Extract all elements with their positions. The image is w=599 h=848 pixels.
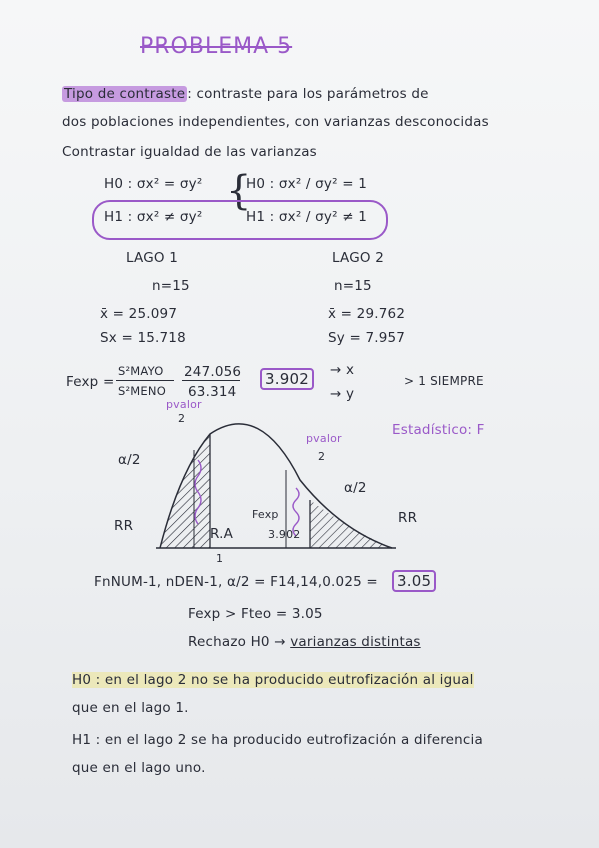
pvalue-left-two: 2 — [178, 412, 186, 425]
intro-line-2: dos poblaciones independientes, con varianzas desconocidas — [62, 114, 489, 130]
fexp-result: 3.902 — [260, 368, 314, 390]
fexp-graph-label: Fexp — [252, 508, 279, 521]
decision-label: Rechazo H0 → — [188, 634, 286, 650]
fexp-note: > 1 SIEMPRE — [404, 374, 484, 388]
page-title: PROBLEMA 5 — [140, 34, 293, 59]
fexp-label: Fexp = — [66, 374, 115, 390]
pvalue-right-label: pvalor — [306, 432, 342, 445]
ra-label: R.A — [210, 526, 234, 542]
lake1-sd: Sx = 15.718 — [100, 330, 186, 346]
lake1-n: n=15 — [152, 278, 190, 294]
lake1-mean: x̄ = 25.097 — [100, 306, 178, 322]
conclusion-h1-line2: que en el lago uno. — [72, 760, 206, 776]
rr-right: RR — [398, 510, 418, 526]
contrast-type-label: Tipo de contraste — [64, 86, 186, 102]
lake2-mean: x̄ = 29.762 — [328, 306, 406, 322]
fexp-fraction-bar — [116, 380, 174, 381]
h1-right: H1 : σx² / σy² ≠ 1 — [246, 209, 367, 225]
conclusion-h0-line1 — [72, 672, 474, 688]
fexp-denominator: S²MENO — [118, 384, 166, 398]
lake1-name: LAGO 1 — [126, 250, 178, 266]
decision-result: varianzas distintas — [290, 634, 421, 650]
h1-left: H1 : σx² ≠ σy² — [104, 209, 203, 225]
f-distribution-sketch — [100, 410, 420, 570]
intro-text-1: : contraste para los parámetros de — [187, 86, 429, 102]
alpha-left: α/2 — [118, 452, 141, 468]
h0-right: H0 : σx² / σy² = 1 — [246, 176, 367, 192]
statistic-label: Estadístico: F — [392, 422, 485, 438]
pvalue-left-label: pvalor — [166, 398, 202, 411]
fexp-numerator: S²MAYO — [118, 364, 164, 378]
h0-left: H0 : σx² = σy² — [104, 176, 203, 192]
f-theoretical-expression: FnNUM-1, nDEN-1, α/2 = F14,14,0.025 = — [94, 574, 378, 590]
fexp-graph-value: 3.902 — [268, 528, 301, 541]
f-theoretical-value: 3.05 — [392, 570, 436, 592]
rr-right-area — [310, 500, 392, 548]
one-mark: 1 — [216, 552, 224, 565]
rr-left: RR — [114, 518, 134, 534]
decision — [188, 634, 421, 650]
rr-left-area — [160, 434, 210, 548]
fexp-num-value: 247.056 — [184, 364, 242, 380]
conclusion-h0-line2: que en el lago 1. — [72, 700, 189, 716]
pvalue-right-two: 2 — [318, 450, 326, 463]
fexp-value-bar — [182, 380, 240, 381]
conclusion-h0-text1: H0 : en el lago 2 no se ha producido eutrofización al igual — [72, 672, 474, 688]
lake2-n: n=15 — [334, 278, 372, 294]
lake2-sd: Sy = 7.957 — [328, 330, 406, 346]
intro-line-1 — [62, 86, 429, 102]
brace-symbol: { — [226, 168, 252, 214]
lake2-name: LAGO 2 — [332, 250, 384, 266]
fexp-arrow-y: → y — [330, 386, 355, 402]
fexp-arrow-x: → x — [330, 362, 355, 378]
alpha-right: α/2 — [344, 480, 367, 496]
conclusion-h1-line1: H1 : en el lago 2 se ha producido eutrofización a diferencia — [72, 732, 483, 748]
f-comparison: Fexp > Fteo = 3.05 — [188, 606, 323, 622]
fexp-den-value: 63.314 — [188, 384, 237, 400]
intro-line-3: Contrastar igualdad de las varianzas — [62, 144, 317, 160]
